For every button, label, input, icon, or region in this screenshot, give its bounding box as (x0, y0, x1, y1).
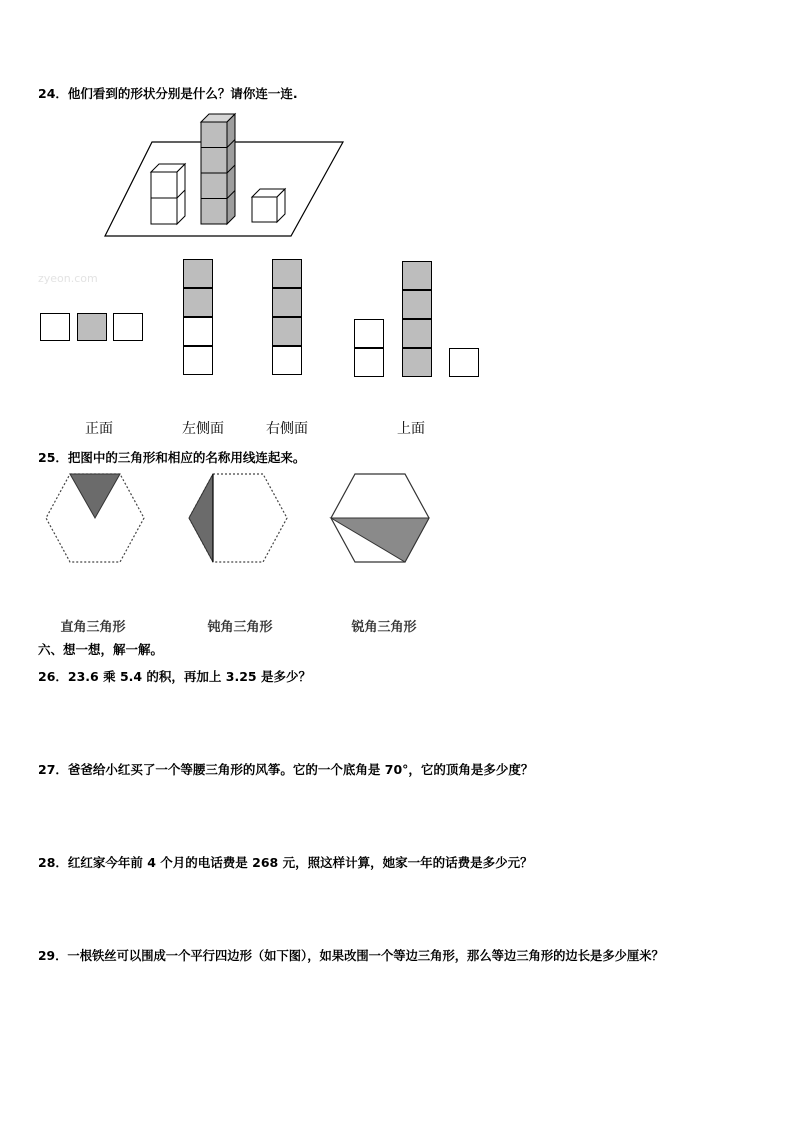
question-24: 24．他们看到的形状分别是什么？请你连一连. (38, 86, 298, 101)
cube-stack-figure (0, 0, 794, 260)
hexagon-figure-3 (325, 472, 435, 567)
question-27: 27．爸爸给小红买了一个等腰三角形的风筝。它的一个底角是 70°，它的顶角是多少度？ (38, 762, 534, 777)
question-28: 28．红红家今年前 4 个月的电话费是 268 元，照这样计算，她家一年的话费是多少元？ (38, 855, 533, 870)
label-front: 正面 (85, 421, 113, 437)
section-6-heading: 六、想一想，解一解。 (38, 642, 164, 657)
hexagon-figure-1 (40, 472, 150, 567)
question-29: 29．一根铁丝可以围成一个平行四边形（如下图），如果改围一个等边三角形，那么等边三角形的边长是多少厘米？ (38, 949, 664, 963)
question-26: 26．23.6 乘 5.4 的积，再加上 3.25 是多少？ (38, 669, 311, 684)
question-25: 25．把图中的三角形和相应的名称用线连起来。 (38, 450, 306, 465)
watermark: zyeon.com (38, 272, 98, 285)
label-top: 上面 (397, 421, 425, 437)
label-left: 左侧面 (182, 421, 224, 437)
label-right-triangle: 直角三角形 (60, 620, 126, 635)
label-obtuse-triangle: 钝角三角形 (207, 620, 273, 635)
hexagon-figure-2 (183, 472, 293, 567)
label-right: 右侧面 (266, 421, 308, 437)
label-acute-triangle: 锐角三角形 (351, 620, 417, 635)
